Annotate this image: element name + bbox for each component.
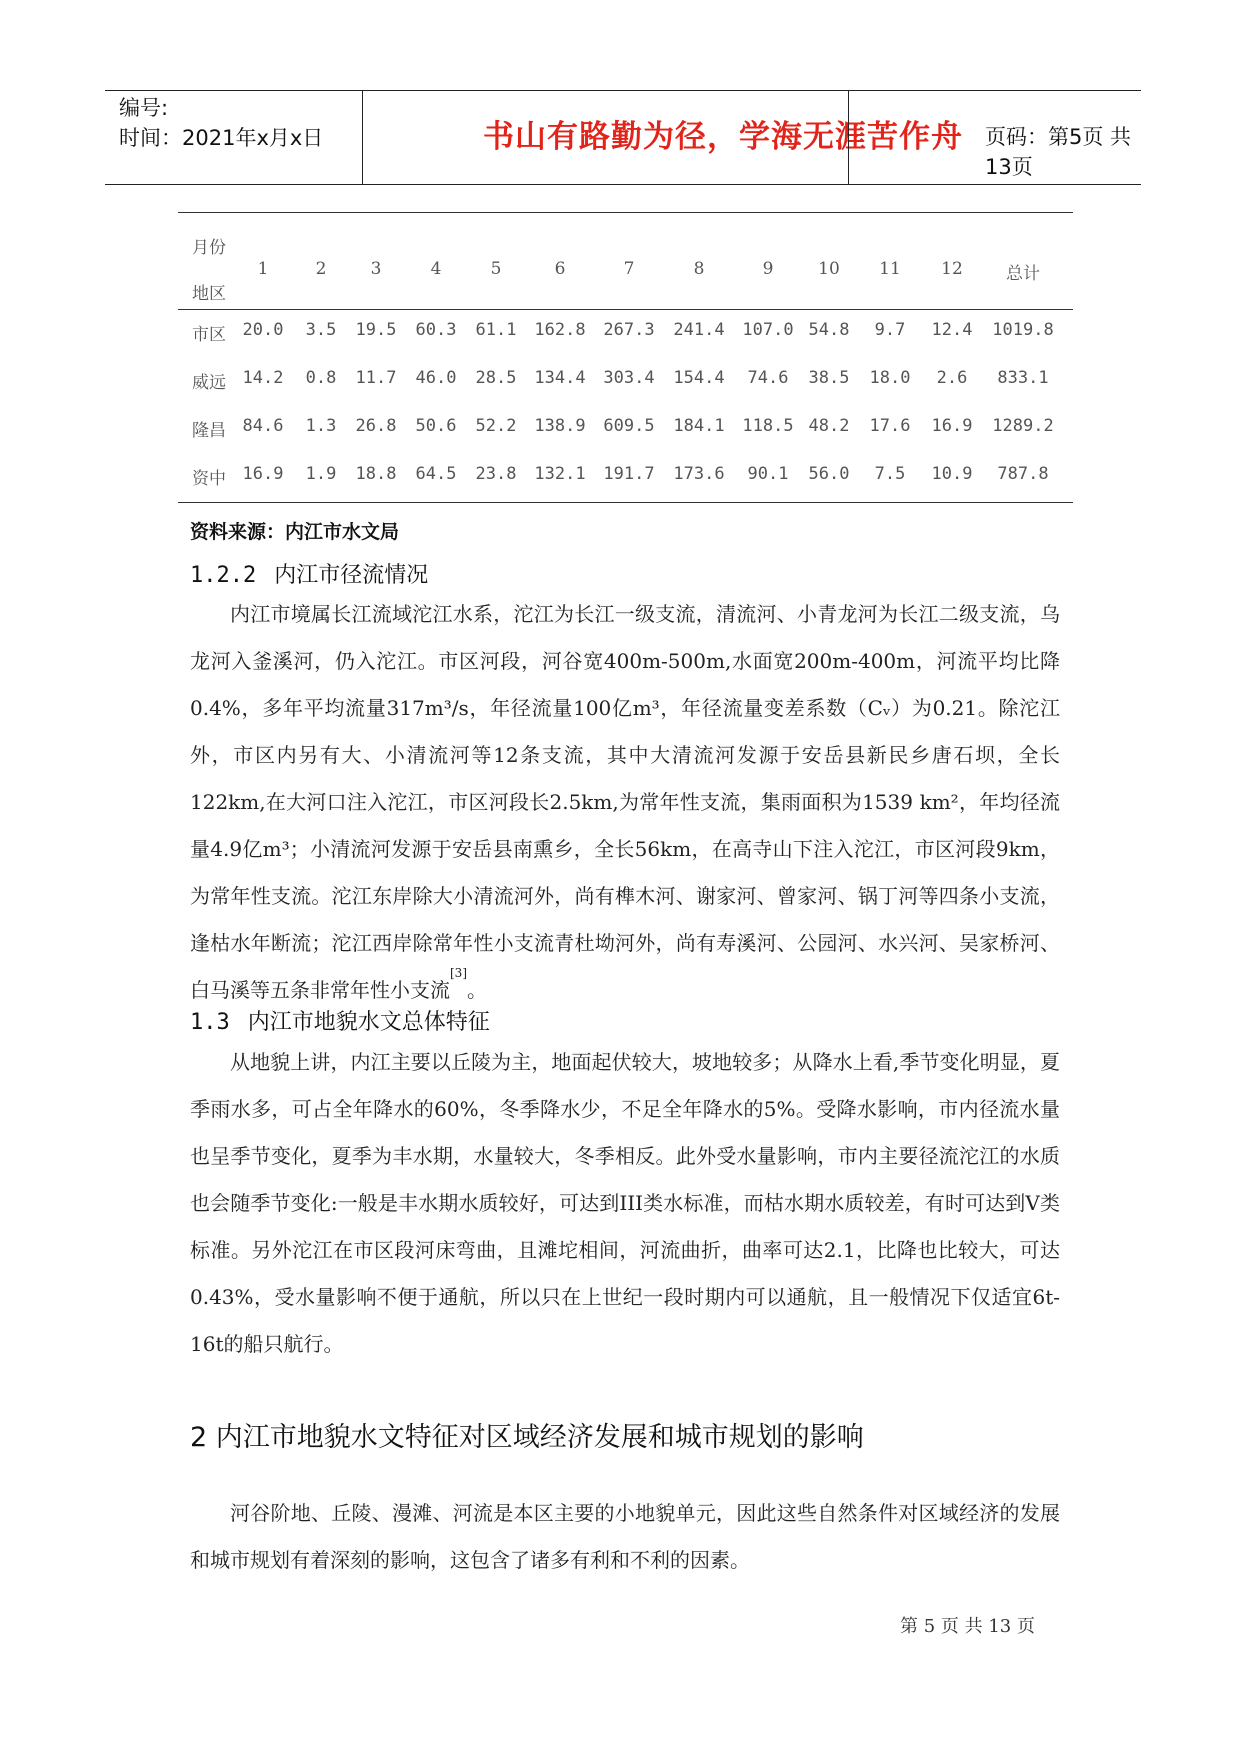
header-divider <box>848 91 849 184</box>
table-cell: 2.6 <box>936 368 968 388</box>
table-cell: 19.5 <box>355 320 397 340</box>
table-cell: 61.1 <box>475 320 517 340</box>
table-cell: 118.5 <box>742 416 794 436</box>
serial-label: 编号: <box>119 96 169 120</box>
table-cell: 17.6 <box>869 416 911 436</box>
table-cell: 162.8 <box>534 320 586 340</box>
column-header: 9 <box>762 259 774 279</box>
column-header: 6 <box>554 259 566 279</box>
table-cell: 26.8 <box>355 416 397 436</box>
table-cell: 48.2 <box>808 416 850 436</box>
paragraph-end: 。 <box>467 978 487 1002</box>
paragraph-influence: 河谷阶地、丘陵、漫滩、河流是本区主要的小地貌单元，因此这些自然条件对区域经济的发展和城市规划有着深刻的影响，这包含了诸多有利和不利的因素。 <box>190 1501 1060 1572</box>
row-label: 资中 <box>192 469 226 489</box>
table-cell: 14.2 <box>242 368 284 388</box>
column-header: 5 <box>490 259 502 279</box>
table-cell: 173.6 <box>673 464 725 484</box>
table-cell: 1.3 <box>305 416 337 436</box>
column-header: 10 <box>818 259 840 279</box>
table-cell: 0.8 <box>305 368 337 388</box>
table-cell: 54.8 <box>808 320 850 340</box>
table-header <box>178 213 1073 310</box>
table-cell: 90.1 <box>747 464 789 484</box>
table-cell: 609.5 <box>603 416 655 436</box>
chapter-2-heading: 2 内江市地貌水文特征对区域经济发展和城市规划的影响 <box>190 1422 864 1453</box>
table-cell: 52.2 <box>475 416 517 436</box>
table-cell: 46.0 <box>415 368 457 388</box>
table-cell: 38.5 <box>808 368 850 388</box>
time-label: 时间：2021年x月x日 <box>119 126 324 150</box>
table-cell: 11.7 <box>355 368 397 388</box>
table-cell: 28.5 <box>475 368 517 388</box>
section-title: 内江市径流情况 <box>274 563 429 588</box>
row-label: 市区 <box>192 325 226 345</box>
table-cell: 191.7 <box>603 464 655 484</box>
table-cell: 3.5 <box>305 320 337 340</box>
paragraph-runoff <box>190 591 1060 1014</box>
row-label: 隆昌 <box>192 421 226 441</box>
table-cell: 1019.8 <box>992 320 1054 340</box>
table-cell: 64.5 <box>415 464 457 484</box>
table-cell: 18.0 <box>869 368 911 388</box>
header-meta <box>119 93 323 153</box>
column-header: 3 <box>370 259 382 279</box>
paragraph-text: 内江市境属长江流域沱江水系，沱江为长江一级支流，清流河、小青龙河为长江二级支流，乌龙河入釜溪河，仍入沱江。市区河段，河谷宽400m-500m,水面宽200m-400m，河流平均比降0.4%，多年平均流量317m³/s，年径流量100亿m³，年径流量变差系数（Cᵥ）为0.21。除沱江外，市区内另有大、小清流河等12条支流，其中大清流河发源于安岳县新民乡唐石坝，全长122km,在大河口注入沱江，市区河段长2.5km,为常年性支流，集雨面积为1539 km²，年均径流量4.9亿m³；小清流河发源于安岳县南熏乡，全长56km，在高寺山下注入沱江，市区河段9km，为常年性支流。沱江东岸除大小清流河外，尚有榫木河、谢家河、曾家河、锅丁河等四条小支流，逢枯水年断流；沱江西岸除常年性小支流青杜坳河外，尚有寿溪河、公园河、水兴河、吴家桥河、白马溪等五条非常年性小支流 <box>190 602 1060 1002</box>
column-header: 总计 <box>1006 264 1040 284</box>
table-cell: 56.0 <box>808 464 850 484</box>
table-cell: 107.0 <box>742 320 794 340</box>
table-cell: 132.1 <box>534 464 586 484</box>
table-cell: 1289.2 <box>992 416 1054 436</box>
table-cell: 303.4 <box>603 368 655 388</box>
table-cell: 184.1 <box>673 416 725 436</box>
table-cell: 84.6 <box>242 416 284 436</box>
column-header: 8 <box>693 259 705 279</box>
section-number: 1.3 <box>190 1010 230 1035</box>
column-header: 11 <box>879 259 901 279</box>
citation-ref: [3] <box>450 966 467 980</box>
column-header: 12 <box>941 259 963 279</box>
header-page-label: 页码：第5页 共13页 <box>985 125 1132 179</box>
table-cell: 138.9 <box>534 416 586 436</box>
column-header: 1 <box>257 259 269 279</box>
table-body <box>178 310 1073 502</box>
section-1-3-heading <box>190 1005 490 1036</box>
table-cell: 9.7 <box>874 320 906 340</box>
row-label: 威远 <box>192 373 226 393</box>
table-cell: 60.3 <box>415 320 457 340</box>
column-header: 4 <box>430 259 442 279</box>
section-title: 内江市地貌水文总体特征 <box>247 1010 490 1035</box>
table-cell: 16.9 <box>931 416 973 436</box>
table-cell: 833.1 <box>997 368 1049 388</box>
column-header: 7 <box>623 259 635 279</box>
table-cell: 241.4 <box>673 320 725 340</box>
table-cell: 74.6 <box>747 368 789 388</box>
table-cell: 154.4 <box>673 368 725 388</box>
table-row <box>178 406 1073 454</box>
table-cell: 20.0 <box>242 320 284 340</box>
column-header: 2 <box>315 259 327 279</box>
section-1-2-2-heading <box>190 558 428 589</box>
rainfall-table <box>178 212 1073 503</box>
table-cell: 50.6 <box>415 416 457 436</box>
paragraph-features: 从地貌上讲，内江主要以丘陵为主，地面起伏较大，坡地较多；从降水上看,季节变化明显，夏季雨水多，可占全年降水的60%，冬季降水少，不足全年降水的5%。受降水影响，市内径流水量也呈季节变化，夏季为丰水期，水量较大，冬季相反。此外受水量影响，市内主要径流沱江的水质也会随季节变化:一般是丰水期水质较好，可达到III类水标准，而枯水期水质较差，有时可达到V类标准。另外沱江在市区段河床弯曲，且滩坨相间，河流曲折，曲率可达2.1，比降也比较大，可达0.43%，受水量影响不便于通航，所以只在上世纪一段时期内可以通航，且一般情况下仅适宜6t-16t的船只航行。 <box>190 1050 1060 1356</box>
table-cell: 267.3 <box>603 320 655 340</box>
table-row <box>178 310 1073 358</box>
table-source: 资料来源：内江市水文局 <box>190 521 400 543</box>
table-cell: 7.5 <box>874 464 906 484</box>
corner-region-label: 地区 <box>192 284 226 304</box>
page-footer: 第 5 页 共 13 页 <box>900 1616 1035 1637</box>
table-row <box>178 454 1073 502</box>
table-cell: 134.4 <box>534 368 586 388</box>
table-row <box>178 358 1073 406</box>
table-cell: 23.8 <box>475 464 517 484</box>
table-cell: 16.9 <box>242 464 284 484</box>
table-cell: 10.9 <box>931 464 973 484</box>
table-cell: 12.4 <box>931 320 973 340</box>
document-header <box>105 90 1141 185</box>
header-divider <box>362 91 363 184</box>
corner-month-label: 月份 <box>192 238 226 258</box>
table-cell: 18.8 <box>355 464 397 484</box>
section-number: 1.2.2 <box>190 563 257 588</box>
table-cell: 1.9 <box>305 464 337 484</box>
header-motto: 书山有路勤为径，学海无涯苦作舟 <box>483 119 963 155</box>
table-cell: 787.8 <box>997 464 1049 484</box>
